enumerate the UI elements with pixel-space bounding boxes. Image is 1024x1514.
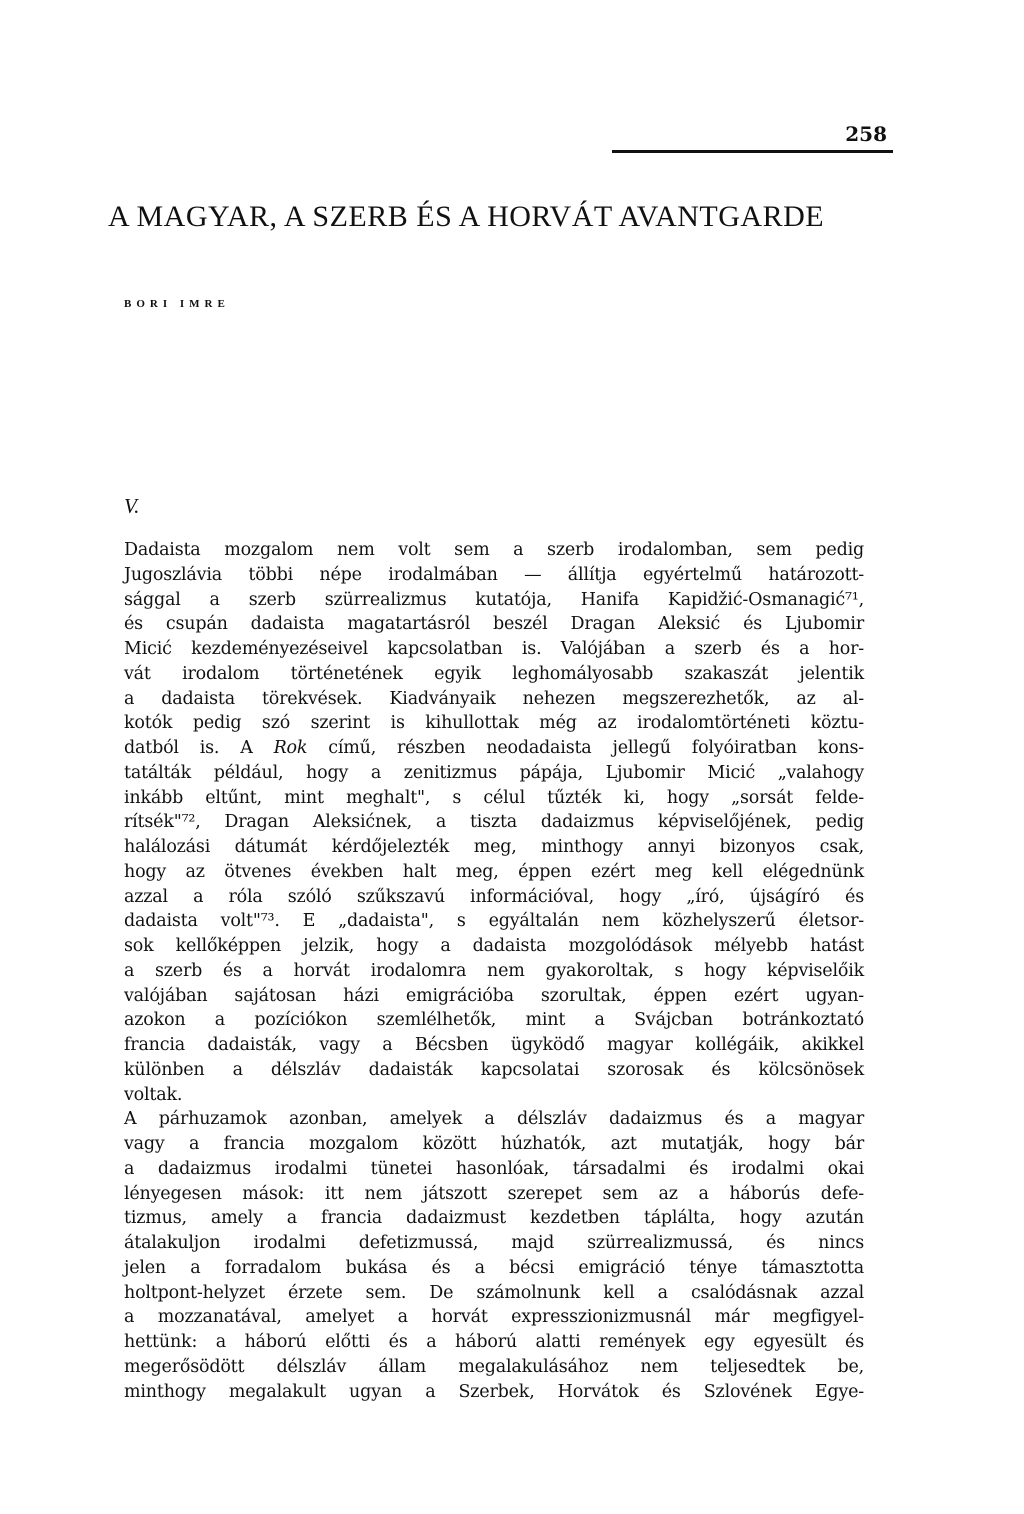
journal-title: Rok: [273, 738, 308, 758]
text-line: hogy az ötvenes években halt meg, éppen ezért meg kell elégednünk: [124, 861, 864, 882]
text-line: Dadaista mozgalom nem volt sem a szerb irodalomban, sem pedig: [124, 540, 864, 560]
text-line: a szerb és a horvát irodalomra nem gyakoroltak, s hogy képviselőik: [124, 960, 864, 981]
text-line: megerősödött délszláv állam megalakulásához nem teljesedtek be,: [124, 1356, 864, 1377]
text-line: azzal a róla szóló szűkszavú információval, hogy „író, újságíró és: [124, 886, 864, 907]
text-line: dadaista volt"⁷³. E „dadaista", s egyáltalán nem közhelyszerű életsor-: [124, 911, 864, 932]
text-line: datból is. A Rok című, részben neodadaista jellegű folyóiratban kons-: [124, 738, 865, 758]
page-number: 258: [845, 122, 887, 146]
text-line: Jugoszlávia többi népe irodalmában — állítja egyértelmű határozott-: [124, 564, 864, 585]
text-line: rítsék"⁷², Dragan Aleksićnek, a tiszta dadaizmus képviselőjének, pedig: [124, 812, 864, 833]
text-line: különben a délszláv dadaisták kapcsolatai szorosak és kölcsönösek: [124, 1059, 864, 1080]
text-line: és csupán dadaista magatartásról beszél Dragan Aleksić és Ljubomir: [124, 614, 864, 635]
text-line: francia dadaisták, vagy a Bécsben ügyködő magyar kollégáik, akikkel: [124, 1035, 864, 1055]
text-line: átalakuljon irodalmi defetizmussá, majd szürrealizmussá, és nincs: [124, 1233, 864, 1253]
text-line: a dadaizmus irodalmi tünetei hasonlóak, társadalmi és irodalmi okai: [124, 1158, 864, 1179]
text-line: tatálták például, hogy a zenitizmus pápája, Ljubomir Micić „valahogy: [124, 762, 864, 783]
text-line: jelen a forradalom bukása és a bécsi emigráció ténye támasztotta: [124, 1257, 864, 1278]
section-number: V.: [124, 494, 140, 518]
body-text: [124, 538, 864, 1404]
text-line: kotók pedig szó szerint is kihullottak még az irodalomtörténeti köztu-: [124, 713, 864, 734]
text-line: azokon a pozíciókon szemlélhetők, mint a Svájcban botránkoztató: [124, 1010, 864, 1031]
text-line: vagy a francia mozgalom között húzhatók, azt mutatják, hogy bár: [124, 1134, 864, 1154]
text-line: Micić kezdeményezéseivel kapcsolatban is. Valójában a szerb és a hor-: [124, 639, 864, 659]
text-line: halálozási dátumát kérdőjelezték meg, minthogy annyi bizonyos csak,: [124, 837, 864, 857]
text-line: sággal a szerb szürrealizmus kutatója, Hanifa Kapidžić-Osmanagić⁷¹,: [124, 589, 864, 610]
text-line: a dadaista törekvések. Kiadványaik nehezen megszerezhetők, az al-: [124, 688, 864, 709]
text-line: lényegesen mások: itt nem játszott szerepet sem az a háborús defe-: [124, 1183, 864, 1204]
header-rule: [612, 150, 893, 153]
text-line: holtpont-helyzet érzete sem. De számolnunk kell a csalódásnak azzal: [124, 1282, 864, 1303]
text-line: valójában sajátosan házi emigrációba szorultak, éppen ezért ugyan-: [124, 985, 864, 1006]
text-line: hettünk: a háború előtti és a háború alatti remények egy egyesült és: [124, 1332, 864, 1352]
text-line: A párhuzamok azonban, amelyek a délszláv dadaizmus és a magyar: [124, 1109, 864, 1130]
text-line: sok kellőképpen jelzik, hogy a dadaista mozgolódások mélyebb hatást: [124, 936, 864, 956]
text-line: a mozzanatával, amelyet a horvát expresszionizmusnál már megfigyel-: [124, 1307, 864, 1328]
text-line: voltak.: [124, 1084, 183, 1105]
text-line: vát irodalom történetének egyik leghomályosabb szakaszát jelentik: [124, 663, 864, 684]
article-title: A MAGYAR, A SZERB ÉS A HORVÁT AVANTGARDE: [108, 200, 825, 233]
text-line: inkább eltűnt, mint meghalt", s célul tűzték ki, hogy „sorsát felde-: [124, 787, 864, 808]
text-line: tizmus, amely a francia dadaizmust kezdetben táplálta, hogy azután: [124, 1208, 864, 1229]
text-line: minthogy megalakult ugyan a Szerbek, Horvátok és Szlovének Egye-: [124, 1381, 864, 1402]
author-name: BORI IMRE: [124, 298, 230, 310]
